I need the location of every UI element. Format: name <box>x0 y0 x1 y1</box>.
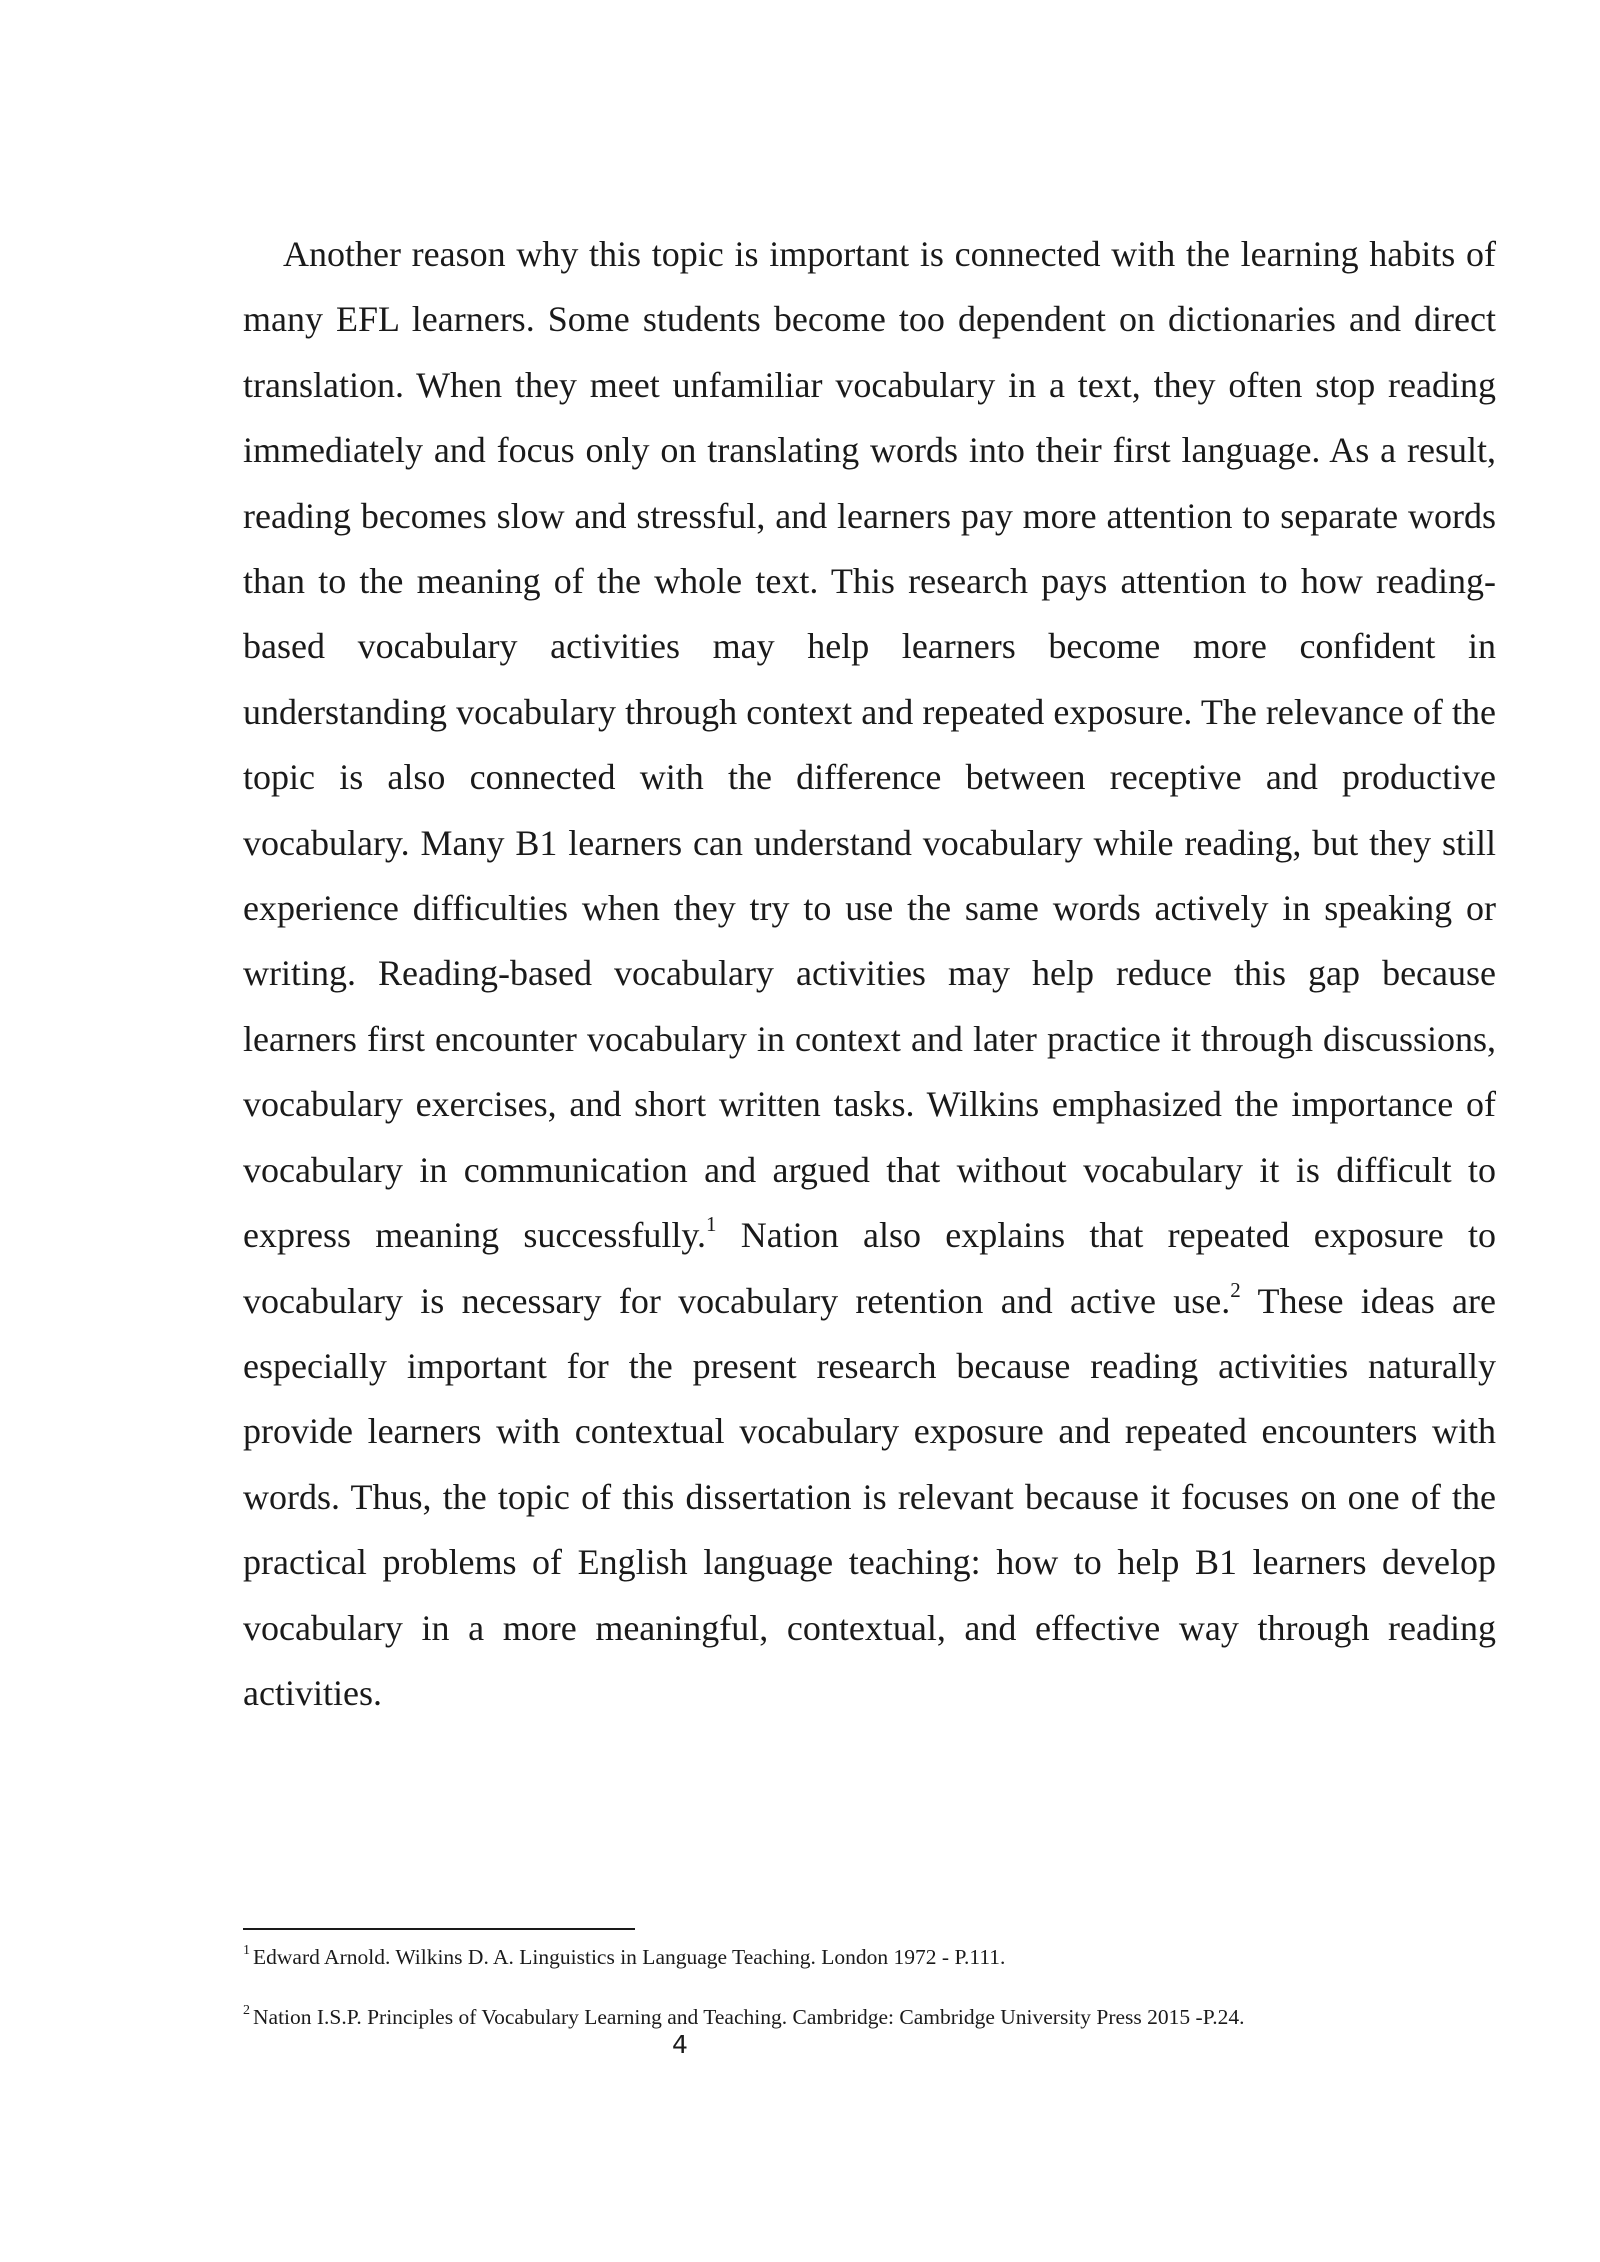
footnote-2-text: Nation I.S.P. Principles of Vocabulary Learning and Teaching. Cambridge: Cambridge University Press 2015 -P.24. <box>253 2005 1245 2029</box>
footnote-2 <box>243 2002 1503 2032</box>
paragraph-text-part-1: Another reason why this topic is important is connected with the learning habits of many EFL learners. Some students become too dependent on dictionaries and direct translation. When they meet unfamiliar vocabulary in a text, they often stop reading immediately and focus only on translating words into their first language. As a result, reading becomes slow and stressful, and learners pay more attention to separate words than to the meaning of the whole text. This research pays attention to how reading-based vocabulary activities may help learners become more confident in understanding vocabulary through context and repeated exposure. The relevance of the topic is also connected with the difference between receptive and productive vocabulary. Many B1 learners can understand vocabulary while reading, but they still experience difficulties when they try to use the same words actively in speaking or writing. Reading-based vocabulary activities may help reduce this gap because learners first encounter vocabulary in context and later practice it through discussions, vocabulary exercises, and short written tasks. Wilkins emphasized the importance of vocabulary in communication and argued that without vocabulary it is difficult to express meaning successfully. <box>243 234 1496 1256</box>
footnote-separator <box>243 1928 635 1930</box>
footnote-ref-1[interactable]: 1 <box>706 1212 717 1237</box>
page-number: 4 <box>672 2030 688 2059</box>
paragraph-text-part-2: Nation also explains that repeated exposure to vocabulary is necessary for vocabulary retention and active use. <box>243 1215 1496 1321</box>
footnote-1-text: Edward Arnold. Wilkins D. A. Linguistics in Language Teaching. London 1972 - P.111. <box>253 1945 1006 1969</box>
footnote-ref-2[interactable]: 2 <box>1230 1277 1241 1302</box>
footnote-2-number: 2 <box>243 2002 250 2018</box>
body-paragraph <box>243 222 1496 1726</box>
footnote-1 <box>243 1942 1503 1972</box>
paragraph-text-part-3: These ideas are especially important for the present research because reading activities naturally provide learners with contextual vocabulary exposure and repeated encounters with words. Thus, the topic of this dissertation is relevant because it focuses on one of the practical problems of English language teaching: how to help B1 learners develop vocabulary in a more meaningful, contextual, and effective way through reading activities. <box>243 1280 1496 1713</box>
footnote-1-number: 1 <box>243 1942 250 1958</box>
